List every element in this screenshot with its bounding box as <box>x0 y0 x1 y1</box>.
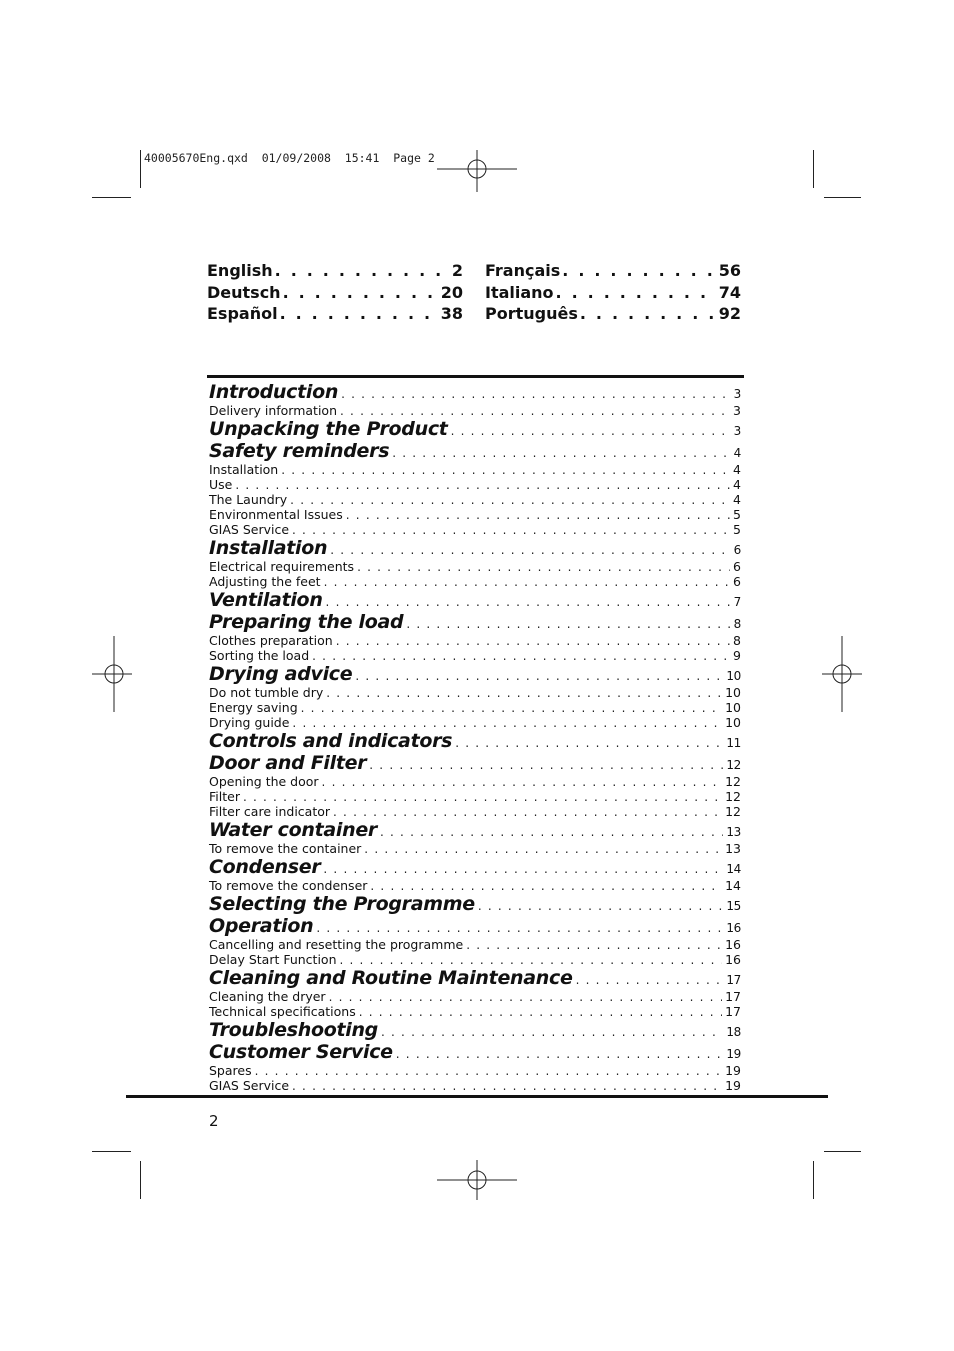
toc-section-entry[interactable] <box>209 663 741 685</box>
toc-subsection-entry[interactable] <box>209 403 741 418</box>
leader-dots <box>255 1064 722 1078</box>
toc-entry-title: Operation <box>209 915 314 937</box>
toc-subsection-entry[interactable] <box>209 685 741 700</box>
toc-subsection-entry[interactable] <box>209 789 741 804</box>
toc-entry-title: Do not tumble dry <box>209 685 324 700</box>
toc-entry-page: 19 <box>726 1047 741 1061</box>
language-index-right <box>485 261 741 326</box>
language-entry[interactable] <box>485 261 741 283</box>
toc-entry-page: 17 <box>725 989 741 1004</box>
toc-subsection-entry[interactable] <box>209 1078 741 1093</box>
leader-dots <box>322 775 723 789</box>
toc-entry-page: 16 <box>725 952 741 967</box>
toc-entry-page: 10 <box>725 685 741 700</box>
toc-subsection-entry[interactable] <box>209 700 741 715</box>
leader-dots <box>324 575 730 589</box>
leader-dots <box>301 701 722 715</box>
toc-entry-title: To remove the container <box>209 841 362 856</box>
language-page: 92 <box>718 304 741 323</box>
leader-dots <box>336 634 730 648</box>
toc-section-entry[interactable] <box>209 1019 741 1041</box>
toc-subsection-entry[interactable] <box>209 952 741 967</box>
leader-dots <box>406 617 730 631</box>
toc-entry-page: 14 <box>726 862 741 876</box>
leader-dots <box>333 805 722 819</box>
language-index-left <box>207 261 463 326</box>
toc-entry-title: Spares <box>209 1063 252 1078</box>
toc-subsection-entry[interactable] <box>209 633 741 648</box>
toc-entry-title: Installation <box>209 462 279 477</box>
toc-entry-title: GIAS Service <box>209 1078 290 1093</box>
toc-entry-title: Use <box>209 477 233 492</box>
toc-entry-title: Filter care indicator <box>209 804 331 819</box>
toc-subsection-entry[interactable] <box>209 477 741 492</box>
toc-entry-page: 18 <box>726 1025 741 1039</box>
toc-entry-title: Cancelling and resetting the programme <box>209 937 464 952</box>
registration-mark-right-icon <box>822 636 862 712</box>
toc-entry-title: Ventilation <box>209 589 323 611</box>
print-slug: 40005670Eng.qxd 01/09/2008 15:41 Page 2 <box>144 151 435 165</box>
toc-entry-page: 12 <box>725 804 741 819</box>
language-name: Deutsch <box>207 282 281 302</box>
crop-mark-top-right-horizontal <box>824 197 861 198</box>
toc-entry-page: 7 <box>733 595 741 609</box>
toc-entry-page: 19 <box>725 1063 741 1078</box>
leader-dots <box>556 283 717 302</box>
toc-entry-page: 12 <box>725 789 741 804</box>
toc-section-entry[interactable] <box>209 418 741 440</box>
toc-entry-title: Preparing the load <box>209 611 404 633</box>
crop-mark-top-left-vertical <box>140 150 141 188</box>
toc-entry-page: 12 <box>725 774 741 789</box>
language-name: Español <box>207 304 278 323</box>
toc-subsection-entry[interactable] <box>209 804 741 819</box>
leader-dots <box>355 669 723 683</box>
toc-entry-page: 16 <box>725 937 741 952</box>
registration-mark-bottom-icon <box>437 1160 517 1200</box>
toc-entry-title: Adjusting the feet <box>209 574 321 589</box>
leader-dots <box>381 1025 723 1039</box>
leader-dots <box>396 1047 724 1061</box>
toc-entry-page: 4 <box>733 492 741 507</box>
leader-dots <box>359 1005 722 1019</box>
table-of-contents <box>209 381 741 1093</box>
leader-dots <box>326 595 731 609</box>
page-number: 2 <box>209 1112 219 1130</box>
leader-dots <box>451 424 731 438</box>
leader-dots <box>290 493 730 507</box>
leader-dots <box>283 283 439 302</box>
toc-section-entry[interactable] <box>209 893 741 915</box>
toc-entry-page: 15 <box>726 899 741 913</box>
toc-entry-page: 13 <box>725 841 741 856</box>
toc-section-entry[interactable] <box>209 611 741 633</box>
toc-section-entry[interactable] <box>209 856 741 878</box>
language-page: 56 <box>718 261 741 280</box>
toc-entry-title: Condenser <box>209 856 321 878</box>
toc-entry-title: Drying advice <box>209 663 353 685</box>
toc-entry-page: 5 <box>733 507 741 522</box>
toc-subsection-entry[interactable] <box>209 507 741 522</box>
toc-entry-page: 10 <box>726 669 741 683</box>
leader-dots <box>292 1079 722 1093</box>
language-name: Français <box>485 261 561 280</box>
toc-subsection-entry[interactable] <box>209 462 741 477</box>
leader-dots <box>275 261 450 280</box>
toc-entry-page: 4 <box>733 446 741 460</box>
toc-entry-title: Selecting the Programme <box>209 893 475 915</box>
toc-entry-title: Energy saving <box>209 700 298 715</box>
leader-dots <box>281 463 730 477</box>
registration-mark-left-icon <box>92 636 132 712</box>
toc-entry-title: Door and Filter <box>209 752 367 774</box>
toc-entry-page: 10 <box>725 715 741 730</box>
toc-section-entry[interactable] <box>209 440 741 462</box>
leader-dots <box>323 862 723 876</box>
leader-dots <box>369 758 723 772</box>
toc-entry-title: Cleaning the dryer <box>209 989 326 1004</box>
toc-subsection-entry[interactable] <box>209 937 741 952</box>
toc-entry-page: 13 <box>726 825 741 839</box>
language-page: 20 <box>440 282 463 302</box>
crop-mark-bottom-right-vertical <box>813 1161 814 1199</box>
toc-entry-title: Controls and indicators <box>209 730 453 752</box>
leader-dots <box>380 825 723 839</box>
toc-section-entry[interactable] <box>209 537 741 559</box>
language-entry[interactable] <box>485 304 741 326</box>
toc-section-entry[interactable] <box>209 1041 741 1063</box>
toc-entry-page: 6 <box>733 543 741 557</box>
toc-entry-page: 17 <box>726 973 741 987</box>
toc-subsection-entry[interactable] <box>209 522 741 537</box>
crop-mark-top-left-horizontal <box>92 197 131 198</box>
toc-entry-title: Drying guide <box>209 715 290 730</box>
language-page: 38 <box>440 304 463 323</box>
toc-entry-title: Environmental Issues <box>209 507 343 522</box>
toc-subsection-entry[interactable] <box>209 1063 741 1078</box>
toc-section-entry[interactable] <box>209 589 741 611</box>
toc-entry-page: 8 <box>733 633 741 648</box>
language-page: 2 <box>451 261 463 280</box>
toc-subsection-entry[interactable] <box>209 559 741 574</box>
leader-dots <box>340 404 730 418</box>
toc-entry-title: The Laundry <box>209 492 288 507</box>
toc-entry-page: 3 <box>733 424 741 438</box>
toc-entry-title: Water container <box>209 819 377 841</box>
toc-entry-title: Filter <box>209 789 240 804</box>
toc-entry-title: Customer Service <box>209 1041 393 1063</box>
leader-dots <box>466 938 722 952</box>
toc-entry-title: Clothes preparation <box>209 633 333 648</box>
language-entry[interactable] <box>207 261 463 283</box>
toc-section-entry[interactable] <box>209 819 741 841</box>
language-name: English <box>207 261 273 280</box>
toc-entry-title: Electrical requirements <box>209 559 355 574</box>
toc-subsection-entry[interactable] <box>209 492 741 507</box>
toc-subsection-entry[interactable] <box>209 648 741 663</box>
toc-entry-page: 16 <box>726 921 741 935</box>
toc-entry-title: To remove the condenser <box>209 878 368 893</box>
toc-entry-title: Delay Start Function <box>209 952 337 967</box>
toc-entry-page: 10 <box>725 700 741 715</box>
crop-mark-top-right-vertical <box>813 150 814 188</box>
language-entry[interactable] <box>207 283 463 305</box>
toc-entry-title: Introduction <box>209 381 339 403</box>
toc-subsection-entry[interactable] <box>209 1004 741 1019</box>
footer-rule <box>126 1095 828 1098</box>
toc-entry-title: Troubleshooting <box>209 1019 378 1041</box>
toc-entry-title: Installation <box>209 537 328 559</box>
toc-entry-page: 9 <box>733 648 741 663</box>
leader-dots <box>364 842 722 856</box>
leader-dots <box>292 523 730 537</box>
crop-mark-bottom-left-horizontal <box>92 1151 131 1152</box>
leader-dots <box>243 790 722 804</box>
toc-section-entry[interactable] <box>209 730 741 752</box>
leader-dots <box>326 686 722 700</box>
leader-dots <box>341 387 731 401</box>
toc-entry-page: 6 <box>733 559 741 574</box>
toc-entry-page: 17 <box>725 1004 741 1019</box>
toc-entry-title: Delivery information <box>209 403 338 418</box>
toc-subsection-entry[interactable] <box>209 841 741 856</box>
toc-entry-title: Opening the door <box>209 774 319 789</box>
crop-mark-bottom-right-horizontal <box>824 1151 861 1152</box>
toc-entry-title: Sorting the load <box>209 648 310 663</box>
toc-entry-page: 14 <box>725 878 741 893</box>
leader-dots <box>562 261 716 280</box>
toc-subsection-entry[interactable] <box>209 574 741 589</box>
toc-entry-page: 4 <box>733 462 741 477</box>
language-page: 74 <box>718 282 741 302</box>
leader-dots <box>392 446 730 460</box>
leader-dots <box>357 560 730 574</box>
toc-section-entry[interactable] <box>209 915 741 937</box>
toc-subsection-entry[interactable] <box>209 989 741 1004</box>
language-name: Português <box>485 304 578 323</box>
toc-entry-page: 12 <box>726 758 741 772</box>
language-entry[interactable] <box>485 283 741 305</box>
toc-entry-title: Technical specifications <box>209 1004 356 1019</box>
toc-entry-page: 19 <box>725 1078 741 1093</box>
toc-section-entry[interactable] <box>209 752 741 774</box>
toc-entry-title: GIAS Service <box>209 522 290 537</box>
leader-dots <box>330 543 730 557</box>
toc-entry-page: 5 <box>733 522 741 537</box>
toc-entry-page: 3 <box>733 387 741 401</box>
leader-dots <box>316 921 723 935</box>
leader-dots <box>292 716 722 730</box>
leader-dots <box>329 990 723 1004</box>
leader-dots <box>580 304 717 323</box>
leader-dots <box>346 508 730 522</box>
toc-subsection-entry[interactable] <box>209 878 741 893</box>
language-name: Italiano <box>485 282 554 302</box>
toc-entry-title: Unpacking the Product <box>209 418 448 440</box>
toc-subsection-entry[interactable] <box>209 715 741 730</box>
toc-subsection-entry[interactable] <box>209 774 741 789</box>
toc-section-entry[interactable] <box>209 381 741 403</box>
toc-section-entry[interactable] <box>209 967 741 989</box>
leader-dots <box>478 899 724 913</box>
toc-top-rule <box>207 375 744 378</box>
toc-entry-page: 4 <box>733 477 741 492</box>
leader-dots <box>576 973 724 987</box>
toc-entry-page: 11 <box>726 736 741 750</box>
leader-dots <box>455 736 723 750</box>
toc-entry-page: 6 <box>733 574 741 589</box>
toc-entry-title: Cleaning and Routine Maintenance <box>209 967 573 989</box>
leader-dots <box>280 304 439 323</box>
toc-entry-page: 8 <box>733 617 741 631</box>
language-entry[interactable] <box>207 304 463 326</box>
registration-mark-top-icon <box>437 150 517 192</box>
crop-mark-bottom-left-vertical <box>140 1161 141 1199</box>
leader-dots <box>312 649 730 663</box>
leader-dots <box>370 879 722 893</box>
leader-dots <box>340 953 723 967</box>
leader-dots <box>235 478 730 492</box>
toc-entry-page: 3 <box>733 403 741 418</box>
toc-entry-title: Safety reminders <box>209 440 390 462</box>
